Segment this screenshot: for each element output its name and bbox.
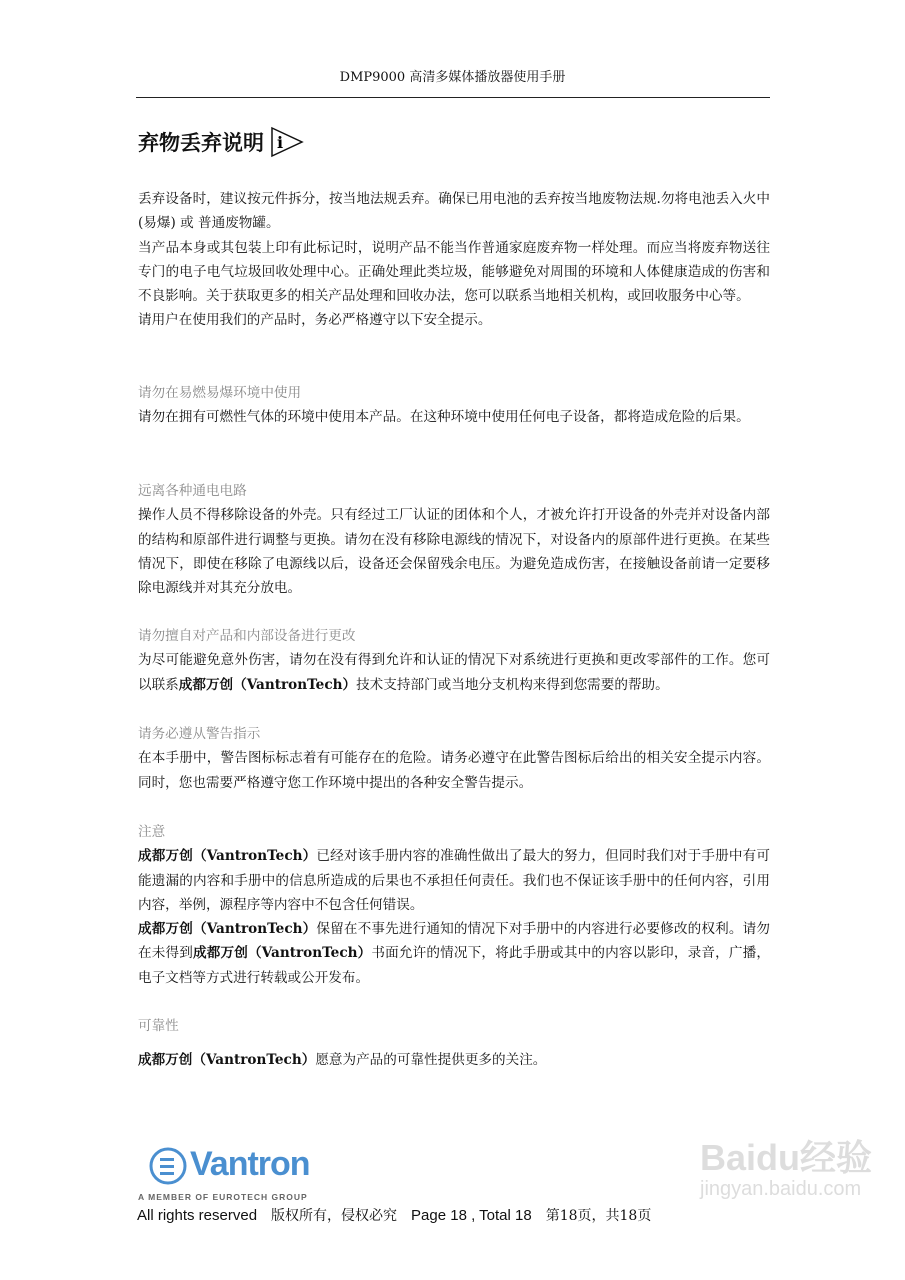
header-rule [136, 97, 770, 98]
section-warnings [138, 722, 770, 795]
brand-name: 成都万创（VantronTech） [178, 676, 357, 693]
title-text: 弃物丢弃说明 [138, 131, 264, 155]
text-segment: 已经对该手册内容的准确性做出了最大的努力，但同时我们对于手册中有可能遗漏的内容和手册中的信息所造成的后果也不承担任何责任。我们也不保证该手册中的任何内容，引用内容，举例，源程序等内容中不包含任何错误。 [138, 848, 770, 913]
intro-paragraph: 当产品本身或其包装上印有此标记时，说明产品不能当作普通家庭废弃物一样处理。而应当将废弃物送往专门的电子电气垃圾回收处理中心。正确处理此类垃圾，能够避免对周围的环境和人体健康造成的伤害和不良影响。关于获取更多的相关产品处理和回收办法，您可以联系当地相关机构，或回收服务中心等。 [138, 239, 770, 305]
intro-section [138, 187, 770, 333]
info-icon [270, 126, 304, 158]
brand-name: 成都万创（VantronTech） [138, 848, 317, 865]
brand-name: 成都万创（VantronTech） [138, 921, 317, 938]
section-notice [138, 820, 770, 990]
section-flammable [138, 381, 770, 430]
brand-name: 成都万创（VantronTech） [138, 1052, 316, 1069]
section-title: 可靠性 [138, 1018, 179, 1034]
page-title [138, 126, 304, 158]
section-title: 注意 [138, 824, 166, 840]
footer [137, 1207, 665, 1225]
section-text [138, 917, 770, 990]
vantron-logo-icon [148, 1146, 188, 1186]
section-title: 请勿擅自对产品和内部设备进行更改 [138, 628, 356, 644]
text-segment: 愿意为产品的可靠性提供更多的关注。 [315, 1052, 547, 1069]
logo-name: Vantron [190, 1145, 310, 1183]
section-text [138, 844, 770, 917]
text-segment: 保留在不事先进行通知的情况下对手册中的内容进行必要修改的权利。请勿在未得到 [138, 921, 770, 962]
text-segment: 为尽可能避免意外伤害，请勿在没有得到允许和认证的情况下对系统进行更换和更改零部件的工作。您可以联系 [138, 652, 770, 693]
footer-page-cn: 第18页，共18页 [545, 1208, 652, 1224]
section-text [138, 1048, 770, 1072]
intro-paragraph: 请用户在使用我们的产品时，务必严格遵守以下安全提示。 [138, 312, 492, 329]
section-text: 请勿在拥有可燃性气体的环境中使用本产品。在这种环境中使用任何电子设备，都将造成危险的后果。 [138, 409, 750, 426]
text-segment: 技术支持部门或当地分支机构来得到您需要的帮助。 [356, 676, 669, 693]
section-text: 操作人员不得移除设备的外壳。只有经过工厂认证的团体和个人，才被允许打开设备的外壳并对设备内部的结构和原部件进行调整与更换。请勿在没有移除电源线的情况下，对设备内的原部件进行更换。在某些情况下，即使在移除了电源线以后，设备还会保留残余电压。为避免造成伤害，在接触设备前请一定要移除电源线并对其充分放电。 [138, 507, 770, 597]
section-title: 远离各种通电电路 [138, 483, 247, 499]
footer-page: Page 18 , Total 18 [411, 1207, 532, 1224]
section-text [138, 648, 770, 697]
logo-tagline: A MEMBER OF EUROTECH GROUP [138, 1192, 308, 1202]
brand-name: 成都万创（VantronTech） [193, 945, 372, 962]
section-title: 请勿在易燃易爆环境中使用 [138, 385, 302, 401]
document-header: DMP9000 高清多媒体播放器使用手册 [339, 70, 566, 85]
section-modification [138, 624, 770, 697]
section-text: 在本手册中，警告图标标志着有可能存在的危险。请务必遵守在此警告图标后给出的相关安全提示内容。同时，您也需要严格遵守您工作环境中提出的各种安全警告提示。 [138, 750, 770, 791]
intro-paragraph: 丢弃设备时，建议按元件拆分，按当地法规丢弃。确保已用电池的丢弃按当地废物法规.勿将电池丢入火中 (易爆) 或 普通废物罐。 [138, 191, 770, 232]
footer-rights-cn: 版权所有，侵权必究 [271, 1208, 398, 1224]
section-reliability [138, 1014, 770, 1073]
watermark-url: jingyan.baidu.com [700, 1177, 862, 1200]
section-circuits [138, 479, 770, 600]
section-title: 请务必遵从警告指示 [138, 726, 261, 742]
footer-rights: All rights reserved [137, 1207, 258, 1224]
watermark-text: Baidu经验 [700, 1137, 873, 1178]
svg-text:i: i [277, 133, 284, 152]
text-segment: 书面允许的情况下，将此手册或其中的内容以影印，录音，广播，电子文档等方式进行转载或公开发布。 [138, 945, 770, 986]
baidu-watermark [700, 1138, 872, 1200]
